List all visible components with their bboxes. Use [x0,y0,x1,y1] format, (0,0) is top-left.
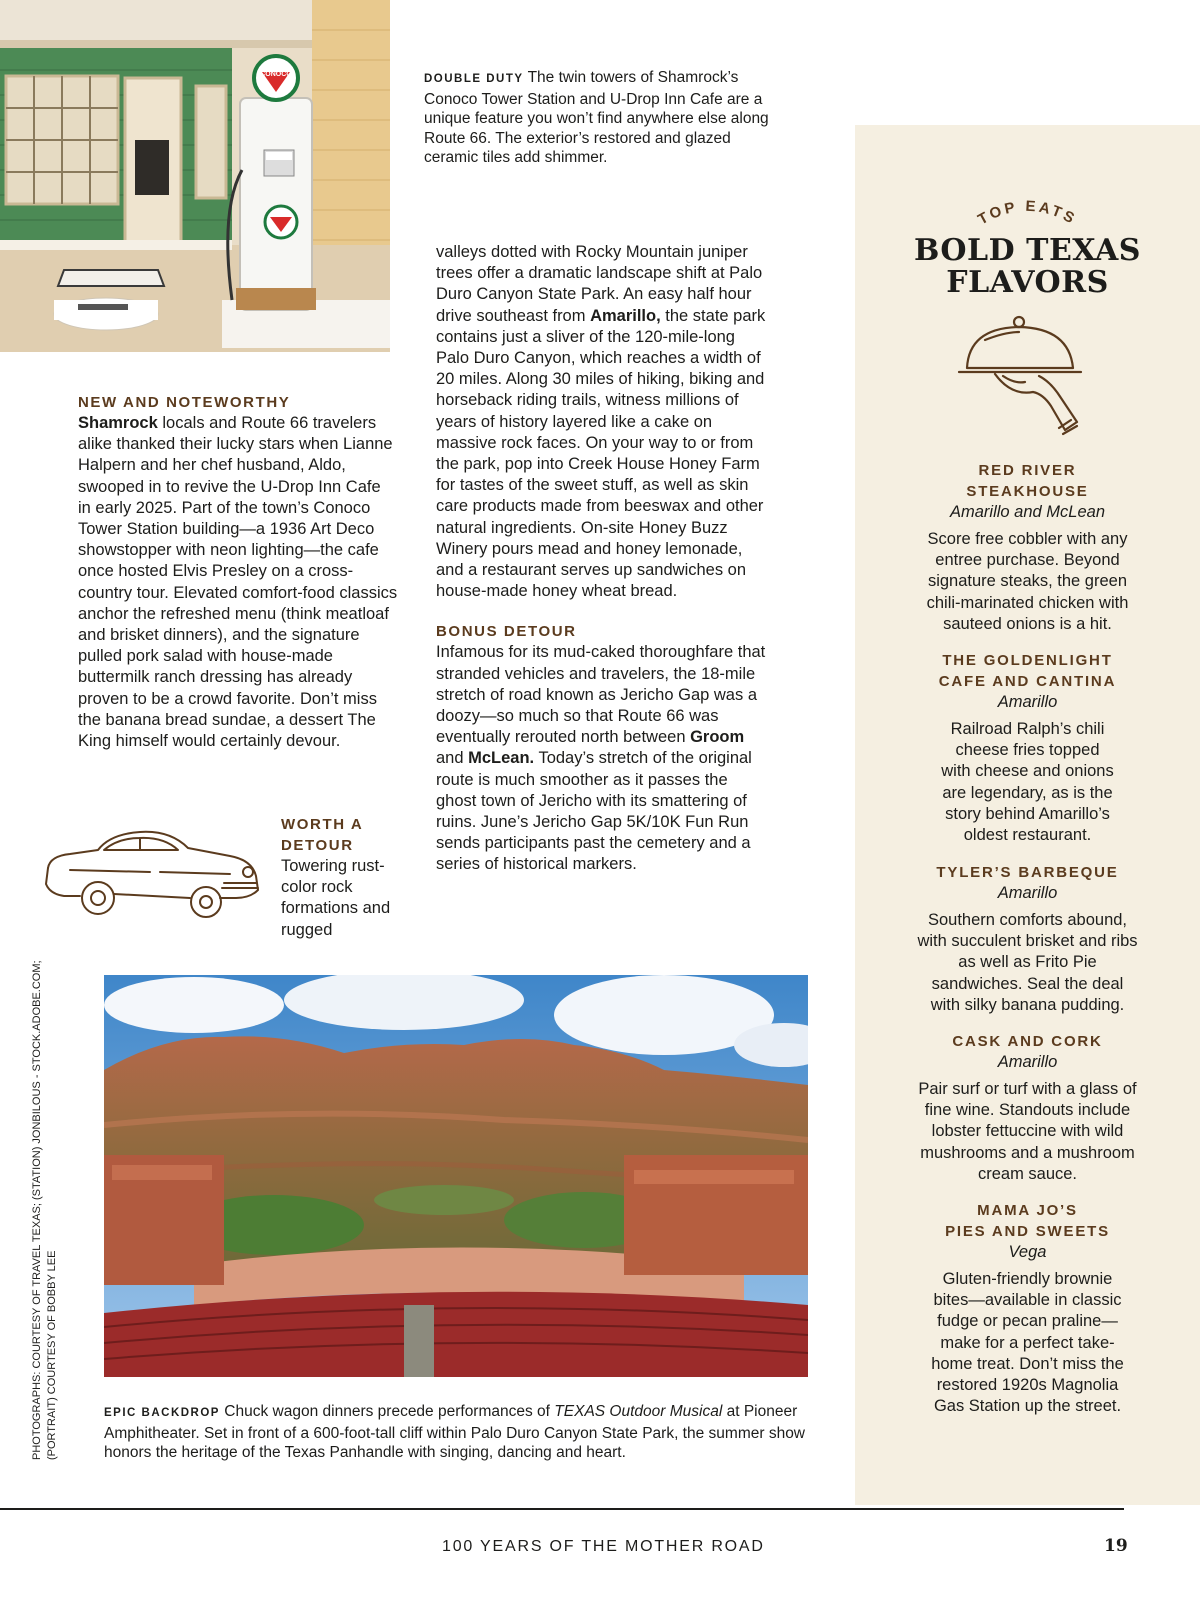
double-duty-text: The twin towers of Shamrock’s Conoco Tower Station and U-Drop Inn Cafe are a unique feature you won’t find anywhere else along Route 66. The exterior’s restored and glazed ceramic tiles add shimmer. [424,69,769,166]
pump-globe-sign-text: CONOCO [260,71,292,78]
eat-name [855,650,1200,692]
worth-a-detour-heading [281,814,406,856]
double-duty-label: DOUBLE DUTY [424,73,524,85]
middle-column [436,242,766,876]
eat-name-line1: MAMA JO’S [977,1202,1078,1219]
eat-name-line2: PIES AND SWEETS [945,1223,1110,1240]
sidebar-title-line1: BOLD TEXAS [914,233,1141,268]
bonus-detour-text-1: Infamous for its mud-caked thoroughfare that stranded vehicles and travelers, the 18-mile stretch of road known as Jericho Gap was a doozy—so much so that Route 66 was eventually rerouted north between [436,643,766,747]
eat-description: Southern comforts abound, with succulent brisket and ribs as well as Frito Pie sandwiches. Seal the deal with silky banana pudding. [917,911,1138,1014]
photo-credit-line1: PHOTOGRAPHS: COURTESY OF TRAVEL TEXAS; (STATION) JONBILOUS - STOCK.ADOBE.COM; [31,960,43,1460]
epic-backdrop-italic: TEXAS Outdoor Musical [554,1403,723,1420]
eat-description: Railroad Ralph’s chili cheese fries topped with cheese and onions are legendary, as is the story behind Amarillo’s oldest restaurant. [941,720,1114,845]
eat-description: Score free cobbler with any entree purchase. Beyond signature steaks, the green chili-marinated chicken with sauteed onions is a hit. [926,530,1129,633]
canyon-amphitheater-photo [104,975,808,1377]
classic-car-illustration [40,828,265,938]
station-photo [0,0,390,352]
groom-bold: Groom [690,728,745,747]
sidebar-title [855,235,1200,299]
shamrock-bold: Shamrock [78,414,158,432]
eat-name-line1: THE GOLDENLIGHT [942,652,1113,669]
mclean-bold: McLean. [468,749,535,768]
worth-a-detour-cont-1: valleys dotted with Rocky Mountain juniper trees offer a dramatic landscape shift at Palo Duro Canyon State Park. An easy half hour drive southeast from [436,243,763,325]
footer-title: 100 YEARS OF THE MOTHER ROAD [442,1538,765,1555]
eat-location: Amarillo [997,1053,1058,1071]
eat-name [855,460,1200,502]
eat-location: Amarillo and McLean [950,503,1105,521]
sidebar-title-line2: FLAVORS [946,265,1109,300]
epic-backdrop-text-2: at Pioneer Amphitheater. Set in front of a 600-foot-tall cliff within Palo Duro Canyon State Park, the summer show honors the heritage of the Texas Panhandle with singing, dancing and heart. [104,1403,806,1461]
footer-rule [0,1508,1124,1510]
worth-a-detour-section [281,814,406,941]
top-eats-kicker-text: TOP EATS [975,197,1080,229]
eat-name: CASK AND CORK [952,1033,1103,1050]
new-and-noteworthy-heading: NEW AND NOTEWORTHY [78,394,291,411]
epic-backdrop-caption [104,1402,824,1463]
eat-red-river-steakhouse [855,460,1200,635]
photo-credit [30,920,70,1460]
photo-credit-line2: (PORTRAIT) COURTESY OF BOBBY LEE [46,1250,58,1460]
eat-location: Vega [1008,1243,1047,1261]
eat-description: Pair surf or turf with a glass of fine wine. Standouts include lobster fettuccine with wild mushrooms and a mushroom cream sauce. [918,1080,1137,1183]
worth-a-detour-heading-line2: DETOUR [281,837,354,854]
serving-cloche-icon [955,310,1100,445]
new-and-noteworthy-section [78,392,398,752]
epic-backdrop-label: EPIC BACKDROP [104,1407,220,1419]
eat-location: Amarillo [997,884,1058,902]
amarillo-bold: Amarillo, [590,306,661,325]
eat-mama-jos-pies [855,1200,1200,1417]
eat-tylers-barbeque [855,862,1200,1016]
eat-name: TYLER’S BARBEQUE [936,864,1119,881]
bonus-detour-text-2: Today’s stretch of the original route is much smoother as it passes the ghost town of Jericho with its smattering of ruins. June’s Jericho Gap 5K/10K Fun Run sends participants past the cemetery and a series of historical markers. [436,749,752,874]
new-and-noteworthy-text [78,413,398,752]
bonus-detour-heading: BONUS DETOUR [436,623,577,641]
worth-a-detour-cont-2: the state park contains just a sliver of the 120-mile-long Palo Duro Canyon, which reaches a width of 20 miles. Along 30 miles of hiking, biking and horseback riding trails, witness millions of years of history layered like a cake on massive rock faces. On your way to or from the park, pop into Creek House Honey Farm for tastes of the sweet stuff, as well as skin care products made from beeswax and other natural ingredients. On-site Honey Buzz Winery pours mead and honey lemonade, and a restaurant serves up sandwiches on house-made honey wheat bread. [436,306,766,601]
worth-a-detour-text-continued [436,242,766,602]
epic-backdrop-text-1: Chuck wagon dinners precede performances of [224,1403,550,1420]
eat-name-line2: CAFE AND CANTINA [938,673,1117,690]
top-eats-sidebar [855,125,1200,1505]
eat-goldenlight-cafe [855,650,1200,846]
worth-a-detour-heading-line1: WORTH A [281,816,364,833]
page-number: 19 [1104,1536,1128,1556]
bonus-detour-text [436,642,766,875]
eat-name-line2: STEAKHOUSE [966,483,1089,500]
double-duty-caption [424,68,784,168]
eat-description: Gluten-friendly brownie bites—available in classic fudge or pecan praline—make for a perfect take-home treat. Don’t miss the restored 1920s Magnolia Gas Station up the street. [931,1270,1124,1416]
and-word: and [436,749,464,768]
new-and-noteworthy-body: locals and Route 66 travelers alike thanked their lucky stars when Lianne Halpern and her chef husband, Aldo, swooped in to revive the U-Drop Inn Cafe in early 2025. Part of the town’s Conoco Tower Station building—a 1936 Art Deco showstopper with neon lighting—the cafe once hosted Elvis Presley on a cross-country tour. Elevated comfort-food classics anchor the refreshed menu (think meatloaf and brisket dinners), and the signature pulled pork salad with house-made buttermilk ranch dressing has already proven to be a crowd favorite. Don’t miss the banana bread sundae, a dessert The King himself would certainly devour. [78,414,398,751]
worth-a-detour-text-start: Towering rust-color rock formations and rugged [281,857,391,939]
eat-cask-and-cork [855,1031,1200,1185]
eat-name-line1: RED RIVER [978,462,1077,479]
svg-text:TOP EATS [975,198,1079,229]
eat-location: Amarillo [997,693,1058,711]
eat-name [855,1200,1200,1242]
